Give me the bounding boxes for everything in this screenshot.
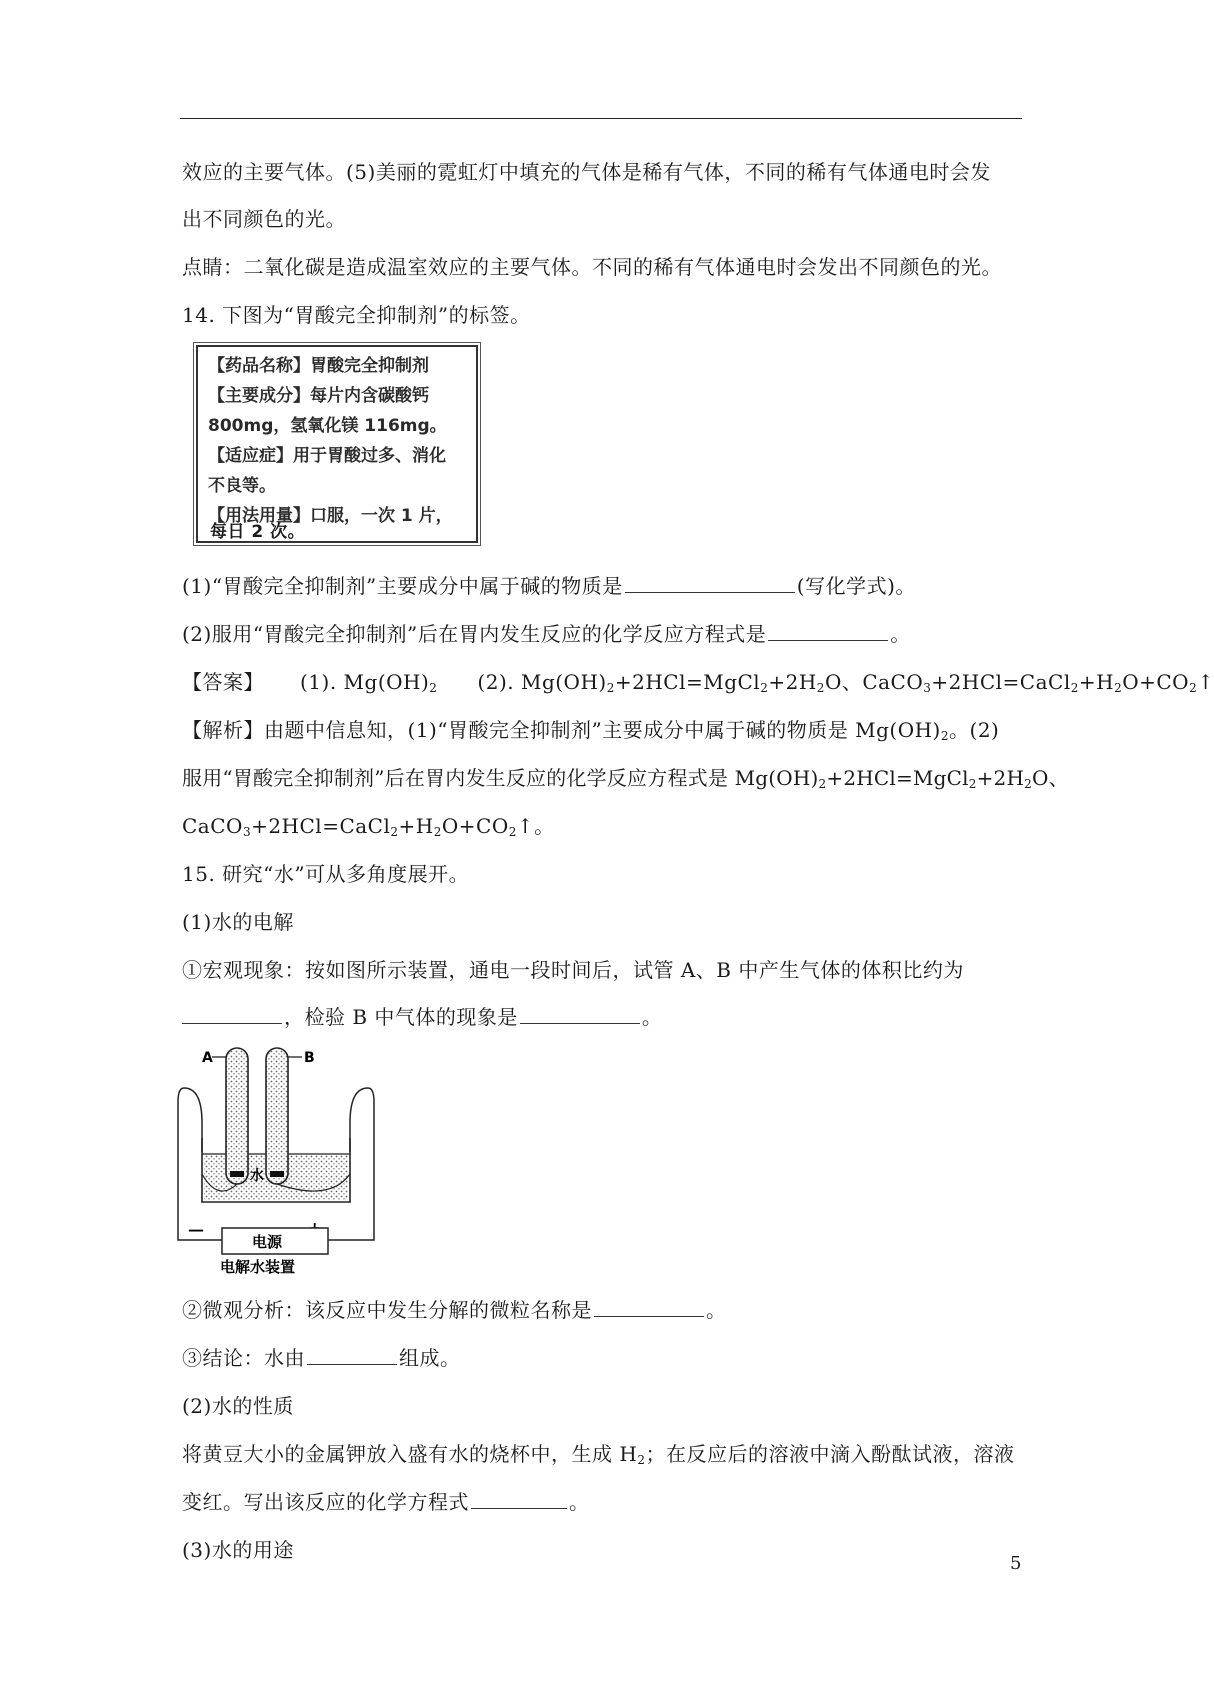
analysis-text: 【解析】由题中信息知，(1)“胃酸完全抑制剂”主要成分中属于碱的物质是 Mg(OH) [182, 718, 941, 742]
eq-part: +2HCl=CaCl [251, 814, 391, 838]
text-line: 效应的主要气体。(5)美丽的霓虹灯中填充的气体是稀有气体，不同的稀有气体通电时会发 [182, 160, 991, 184]
eq-part: O、CaCO [824, 670, 924, 694]
answer-1: (1). Mg(OH) [300, 670, 430, 694]
tube-label-b: B [304, 1050, 315, 1066]
sub: 2 [760, 681, 769, 695]
question-15-1-1: ①宏观现象：按如图所示装置，通电一段时间后，试管 A、B 中产生气体的体积比约为 [182, 958, 964, 982]
answer-blank[interactable] [594, 1298, 704, 1317]
sub: 3 [242, 825, 252, 839]
eq-part: +H [1078, 670, 1115, 694]
electrode-a [230, 1171, 244, 1177]
water-label: 水 [250, 1168, 264, 1184]
q15-text: ，检验 B 中气体的现象是 [284, 1005, 518, 1029]
sub: 2 [1070, 681, 1079, 695]
tube-label-a: A [202, 1050, 213, 1066]
eq-part: +2H [768, 670, 817, 694]
q15-text: 将黄豆大小的金属钾放入盛有水的烧杯中，生成 H [182, 1442, 638, 1466]
eq-part: +2HCl=MgCl [826, 766, 969, 790]
sub: 2 [1024, 777, 1032, 791]
answer-blank[interactable] [768, 622, 888, 641]
answer-2: (2). Mg(OH) [477, 670, 607, 694]
q15-text: 组成。 [399, 1346, 461, 1370]
eq-part: +2HCl=MgCl [614, 670, 761, 694]
sub: 2 [818, 777, 827, 791]
page-number: 5 [1010, 1553, 1022, 1574]
answer-label: 【答案】 [182, 670, 264, 694]
question-15-1: (1)水的电解 [182, 910, 294, 934]
question-15-1-1b [182, 1003, 662, 1031]
sub: 2 [940, 729, 950, 743]
q14-2-text: (2)服用“胃酸完全抑制剂”后在胃内发生反应的化学反应方程式是 [182, 622, 767, 646]
q15-text: 。 [569, 1490, 590, 1514]
eq-part: +H [398, 814, 434, 838]
answer-blank[interactable] [307, 1346, 397, 1365]
question-15-1-3 [182, 1344, 461, 1372]
analysis-line [182, 764, 1069, 792]
drug-label-row: 【药品名称】胃酸完全抑制剂 [208, 356, 429, 376]
question-14-2 [182, 620, 911, 648]
answer-blank[interactable] [625, 574, 795, 593]
sub: 2 [508, 825, 517, 839]
tube-a [226, 1048, 248, 1184]
eq-part: O、 [1031, 766, 1069, 790]
header-rule [180, 118, 1022, 119]
apparatus-caption: 电解水装置 [220, 1258, 296, 1276]
sub: 2 [433, 825, 442, 839]
q14-2-text-end: 。 [890, 622, 911, 646]
power-label: 电源 [252, 1233, 283, 1251]
q15-text: 。 [641, 1005, 663, 1029]
question-14: 14. 下图为“胃酸完全抑制剂”的标签。 [182, 303, 531, 327]
analysis-text: 。(2) [949, 718, 1000, 742]
text-line: 出不同颜色的光。 [182, 207, 346, 231]
question-15-1-2 [182, 1296, 727, 1324]
q15-text: ；在反应后的溶液中滴入酚酞试液，溶液 [645, 1442, 1015, 1466]
question-15: 15. 研究“水”可从多角度展开。 [182, 862, 470, 886]
eq-part: ↑。 [516, 814, 555, 838]
question-15-2: (2)水的性质 [182, 1394, 294, 1418]
sub: 2 [637, 1453, 646, 1467]
question-15-2-text [182, 1440, 1014, 1468]
q15-text: ②微观分析：该反应中发生分解的微粒名称是 [182, 1298, 592, 1322]
drug-label-row: 【适应症】用于胃酸过多、消化 [208, 446, 446, 466]
minus-sign: — [188, 1220, 204, 1239]
sub: 2 [606, 681, 615, 695]
answer-blank[interactable] [471, 1490, 567, 1509]
sub: 2 [968, 777, 977, 791]
question-15-2-text [182, 1488, 590, 1516]
q15-text: 。 [706, 1298, 727, 1322]
drug-label-row: 不良等。 [208, 476, 276, 496]
drug-label-row: 800mg，氢氧化镁 116mg。 [208, 416, 447, 436]
sub: 2 [1114, 681, 1123, 695]
sub: 2 [429, 681, 438, 695]
sub: 2 [816, 681, 825, 695]
answer-blank[interactable] [182, 1005, 282, 1024]
sub: 2 [390, 825, 399, 839]
comment-line: 点睛：二氧化碳是造成温室效应的主要气体。不同的稀有气体通电时会发出不同颜色的光。 [182, 255, 1002, 279]
question-15-3: (3)水的用途 [182, 1538, 294, 1562]
eq-part: O+CO [1122, 670, 1190, 694]
drug-label-row: 每日 2 次。 [210, 522, 306, 542]
q15-text: ③结论：水由 [182, 1346, 305, 1370]
sub: 2 [1189, 681, 1198, 695]
tube-b [266, 1048, 288, 1184]
eq-part: O+CO [441, 814, 509, 838]
answer-line [182, 668, 1214, 696]
eq-part: +2HCl=CaCl [931, 670, 1071, 694]
analysis-text: 服用“胃酸完全抑制剂”后在胃内发生反应的化学反应方程式是 Mg(OH) [182, 766, 819, 790]
q14-1-text: (1)“胃酸完全抑制剂”主要成分中属于碱的物质是 [182, 574, 623, 598]
analysis-line [182, 716, 999, 744]
drug-label-row: 【用法用量】口服，一次 1 片， [208, 506, 453, 526]
question-14-1 [182, 572, 916, 600]
analysis-line [182, 812, 555, 840]
eq-part: CaCO [182, 814, 243, 838]
q15-text: 变红。写出该反应的化学方程式 [182, 1490, 469, 1514]
eq-part: +2H [976, 766, 1025, 790]
electrode-b [270, 1171, 284, 1177]
answer-blank[interactable] [520, 1005, 640, 1024]
q14-1-text-end: (写化学式)。 [796, 574, 916, 598]
gas-arrow: ↑ [1197, 670, 1214, 694]
drug-label [196, 345, 478, 543]
drug-label-row: 【主要成分】每片内含碳酸钙 [208, 386, 429, 406]
electrolysis-apparatus [180, 1040, 370, 1275]
sub: 3 [923, 681, 932, 695]
